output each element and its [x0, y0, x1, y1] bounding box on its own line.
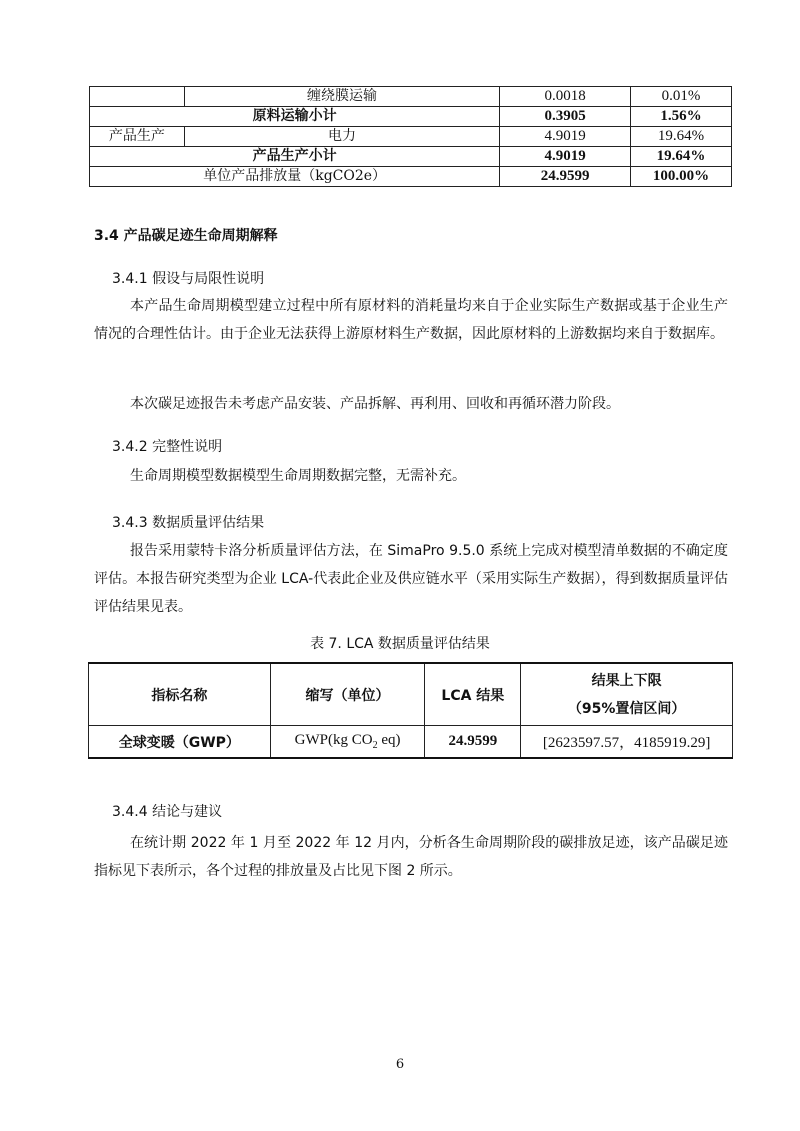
table-caption: 表 7. LCA 数据质量评估结果 — [310, 636, 490, 652]
value-cell: 4.9019 — [500, 127, 631, 147]
section-heading: 3.4 产品碳足迹生命周期解释 — [94, 228, 278, 244]
process-cell: 缠绕膜运输 — [184, 87, 499, 107]
subsection-heading: 3.4.4 结论与建议 — [112, 804, 223, 820]
stage-cell: 产品生产 — [90, 127, 185, 147]
paragraph: 本产品生命周期模型建立过程中所有原材料的消耗量均来自于企业实际生产数据或基于企业生产情况的合理性估计。由于企业无法获得上游原材料生产数据，因此原材料的上游数据均来自于数据库。 — [94, 298, 728, 342]
paragraph: 生命周期模型数据模型生命周期数据完整，无需补充。 — [130, 468, 466, 484]
percent-cell: 1.56% — [631, 107, 732, 127]
header-cell: 指标名称 — [89, 663, 271, 726]
process-cell: 电力 — [184, 127, 499, 147]
table-row — [90, 147, 732, 167]
quality-table — [88, 662, 733, 759]
stage-cell — [90, 87, 185, 107]
value-cell: 0.0018 — [500, 87, 631, 107]
abbr-suffix: eq) — [377, 732, 401, 748]
percent-cell: 19.64% — [631, 127, 732, 147]
paragraph: 报告采用蒙特卡洛分析质量评估方法，在 SimaPro 9.5.0 系统上完成对模型清单数据的不确定度评估。本报告研究类型为企业 LCA-代表此企业及供应链水平（采用实际生产数据），得到数据质量评估评估结果见表。 — [94, 543, 728, 615]
table-row — [90, 127, 732, 147]
header-line: 结果上下限 — [591, 672, 662, 689]
value-cell: 24.9599 — [500, 167, 631, 187]
percent-cell: 0.01% — [631, 87, 732, 107]
table-row — [90, 107, 732, 127]
table-row — [90, 167, 732, 187]
header-cell: 缩写（单位） — [270, 663, 425, 726]
confidence-range-cell: [2623597.57，4185919.29] — [521, 726, 733, 759]
paragraph: 本次碳足迹报告未考虑产品安装、产品拆解、再利用、回收和再循环潜力阶段。 — [130, 396, 620, 412]
page-number: 6 — [395, 1057, 405, 1072]
header-cell — [521, 663, 733, 726]
abbreviation-cell — [270, 726, 425, 759]
abbr-subscript: 2 — [372, 740, 378, 751]
emissions-table — [89, 86, 732, 187]
subsection-heading: 3.4.2 完整性说明 — [112, 439, 223, 455]
value-cell: 4.9019 — [500, 147, 631, 167]
indicator-name-cell: 全球变暖（GWP） — [89, 726, 271, 759]
table-header-row — [89, 663, 733, 726]
header-line: （95%置信区间） — [567, 700, 686, 717]
total-label: 单位产品排放量（kgCO2e） — [90, 167, 500, 187]
subsection-heading: 3.4.1 假设与局限性说明 — [112, 271, 265, 287]
percent-cell: 100.00% — [631, 167, 732, 187]
paragraph: 在统计期 2022 年 1 月至 2022 年 12 月内，分析各生命周期阶段的碳排放足迹，该产品碳足迹指标见下表所示，各个过程的排放量及占比见下图 2 所示。 — [94, 835, 728, 879]
header-cell: LCA 结果 — [425, 663, 521, 726]
subtotal-label: 原料运输小计 — [90, 107, 500, 127]
lca-result-cell: 24.9599 — [425, 726, 521, 759]
table-row — [89, 726, 733, 759]
abbr-prefix: GWP(kg CO — [294, 732, 373, 748]
subsection-heading: 3.4.3 数据质量评估结果 — [112, 515, 265, 531]
value-cell: 0.3905 — [500, 107, 631, 127]
percent-cell: 19.64% — [631, 147, 732, 167]
table-row — [90, 87, 732, 107]
subtotal-label: 产品生产小计 — [90, 147, 500, 167]
